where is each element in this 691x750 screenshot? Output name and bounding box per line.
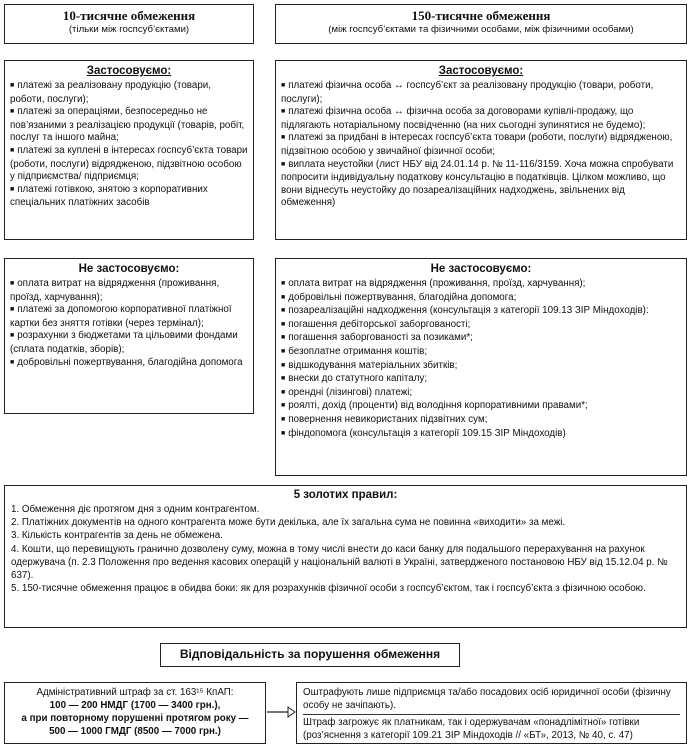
not-apply-150k-box [275,258,687,476]
apply-150k-box [275,60,687,240]
rule-item: 5. 150-тисячне обмеження працює в обидва боки: як для розрахунків фізичної особи з госпсуб’єктом, так і госпсуб’єкта з фізичною особою. [11,583,646,595]
list-item: ■ розрахунки з бюджетами та цільовими фондами (сплата податків, зборів); [10,330,238,355]
rule-item: 3. Кількість контрагентів за день не обмежена. [11,530,223,542]
list-item: ■ фіндопомога (консультація з категорії 109.15 ЗІР Міндоходів) [281,427,566,439]
bullet-icon: ■ [281,280,286,287]
fine-detail: Штраф загрожує як платникам, так і одержувачам «понадлімітної» готівки (роз’яснення з категорії 109.21 ЗІР Міндоходів // «БТ», 2013, № 40, с. 47) [303,716,640,742]
list-item: ■ платежі готівкою, знятою з корпоративних спеціальних платіжних засобів [10,183,208,209]
list-item: ■ виплата неустойки (лист НБУ від 24.01.14 р. № 11-116/3159. Хоча можна спробувати попросити індивідуальну податкову консультацію в податківців. Цілком можливо, що вони віднесуть неустойку до позареалізаційних надходжень, звільнених від обмеження) [281,158,674,209]
bullet-icon: ■ [281,134,286,142]
apply-10k-title: Застосовуємо: [86,65,172,77]
golden-rules-box [4,485,687,628]
bullet-icon: ■ [10,108,15,116]
bullet-icon: ■ [281,82,286,89]
limit-10k-title: 10-тисячне обмеження [62,8,196,23]
limit-150k-title: 150-тисячне обмеження [411,8,551,23]
fine-line: 500 — 1000 ГМДГ (8500 — 7000 грн.) [49,726,221,737]
limit-150k-header [275,4,687,44]
bullet-icon: ■ [281,108,286,116]
list-item: ■ платежі за придбані в інтересах госпсуб’єкта товари (роботи, послуги) відрядженою, підзвітною особою у звичайної фізичної особи; [281,132,673,157]
list-item: ■ позареалізаційні надходження (консультація з категорії 109.13 ЗІР Міндоходів): [281,305,649,317]
not-apply-150k-title: Не застосовуємо: [430,263,532,275]
list-item: ■ добровільні пожертвування, благодійна допомога; [281,291,517,303]
bullet-icon: ■ [281,347,286,355]
list-item: ■ погашення дебіторської заборгованості; [281,318,471,330]
bullet-icon: ■ [281,320,286,328]
list-item: ■ внески до статутного капіталу; [281,373,428,385]
list-item: ■ погашення заборгованості за позиками*; [281,332,473,344]
rule-item: 1. Обмеження діє протягом дня з одним контрагентом. [11,504,260,515]
list-item: ■ добровільні пожертвування, благодійна допомога [10,356,243,368]
apply-150k-list [276,78,686,210]
apply-150k-title: Застосовуємо: [438,65,524,77]
limit-150k-subtitle: (між госпсуб’єктами та фізичними особами, між фізичними особами) [328,24,634,35]
bullet-icon: ■ [10,146,15,154]
list-item: ■ роялті, дохід (проценти) від володіння корпоративними правами*; [281,400,588,412]
bullet-icon: ■ [281,293,286,301]
fine-details-box [296,682,687,744]
bullet-icon: ■ [281,160,286,168]
bullet-icon: ■ [10,185,15,193]
bullet-icon: ■ [281,388,286,396]
fine-detail: Оштрафують лише підприємця та/або посадових осіб юридичної особи (фізичну особу не зачіпають). [303,687,671,712]
rule-item: 4. Кошти, що перевищують гранично дозволену суму, можна в тому числі внести до каси банку для подальшого перерахування на рахунок одержувача (п. 2.3 Положення про ведення касових операцій у національній валюті в Україні, затвердженого постановою НБУ від 15.12.04 р. № 637). [11,543,668,582]
list-item: ■ безоплатне отримання коштів; [281,345,428,357]
bullet-icon: ■ [281,307,286,315]
apply-10k-box [4,60,254,240]
fine-line: а при повторному порушенні протягом року — [21,713,249,724]
bullet-icon: ■ [281,415,286,423]
fine-line: Адміністративний штраф за ст. 163¹⁵ КпАП: [36,687,234,698]
list-item: ■ відшкодування матеріальних збитків; [281,359,458,371]
arrow-right-icon [266,704,296,720]
bullet-icon: ■ [281,375,286,383]
bullet-icon: ■ [10,280,15,287]
bullet-icon: ■ [10,332,15,340]
bullet-icon: ■ [281,402,286,410]
list-item: ■ повернення невикористаних підзвітних сум; [281,413,488,425]
list-item: ■ платежі за операціями, безпосередньо не пов’язаними з реалізацією продукції (товарів, робіт, послуг та іншого майна; [10,106,245,144]
limit-10k-subtitle: (тільки між госпсуб’єктами) [68,24,190,35]
list-item: ■ платежі за реалізовану продукцію (товари, роботи, послуги); [10,80,211,105]
bullet-icon: ■ [10,82,15,89]
list-item: ■ оплата витрат на відрядження (проживання, проїзд, харчування); [10,278,220,303]
fine-amount-box [4,682,266,744]
golden-rules-title: 5 золотих правил: [293,489,398,501]
not-apply-150k-list [276,276,686,441]
apply-10k-list [5,78,253,210]
bullet-icon: ■ [281,429,286,437]
limit-10k-header [4,4,254,44]
list-item: ■ платежі фізична особа ↔ фізична особа за договорами купівлі-продажу, що підлягають нотаріальному посвідченню (на них сьогодні зупинятися не будемо); [281,106,646,131]
list-item: ■ орендні (лізингові) платежі; [281,386,413,398]
list-item: ■ платежі фізична особа ↔ госпсуб’єкт за реалізовану продукцію (товари, роботи, послуги); [281,80,654,105]
not-apply-10k-list [5,276,253,370]
responsibility-title: Відповідальність за порушення обмеження [160,643,460,667]
not-apply-10k-title: Не застосовуємо: [78,263,180,275]
list-item: ■ оплата витрат на відрядження (проживання, проїзд, харчування); [281,278,586,289]
divider [303,714,680,715]
bullet-icon: ■ [10,358,15,366]
bullet-icon: ■ [281,334,286,342]
rule-item: 2. Платіжних документів на одного контрагента може бути декілька, але їх загальна сума не повинна «виходити» за межі. [11,517,566,529]
bullet-icon: ■ [10,306,15,314]
list-item: ■ платежі за допомогою корпоративної платіжної картки без зняття готівки (через термінал); [10,304,232,329]
list-item: ■ платежі за куплені в інтересах госпсуб’єкта товари (роботи, послуги) відрядженою, підзвітною особою у підприємства/ підприємця; [10,144,248,183]
fine-line: 100 — 200 НМДГ (1700 — 3400 грн.), [49,700,221,711]
not-apply-10k-box [4,258,254,414]
bullet-icon: ■ [281,361,286,369]
